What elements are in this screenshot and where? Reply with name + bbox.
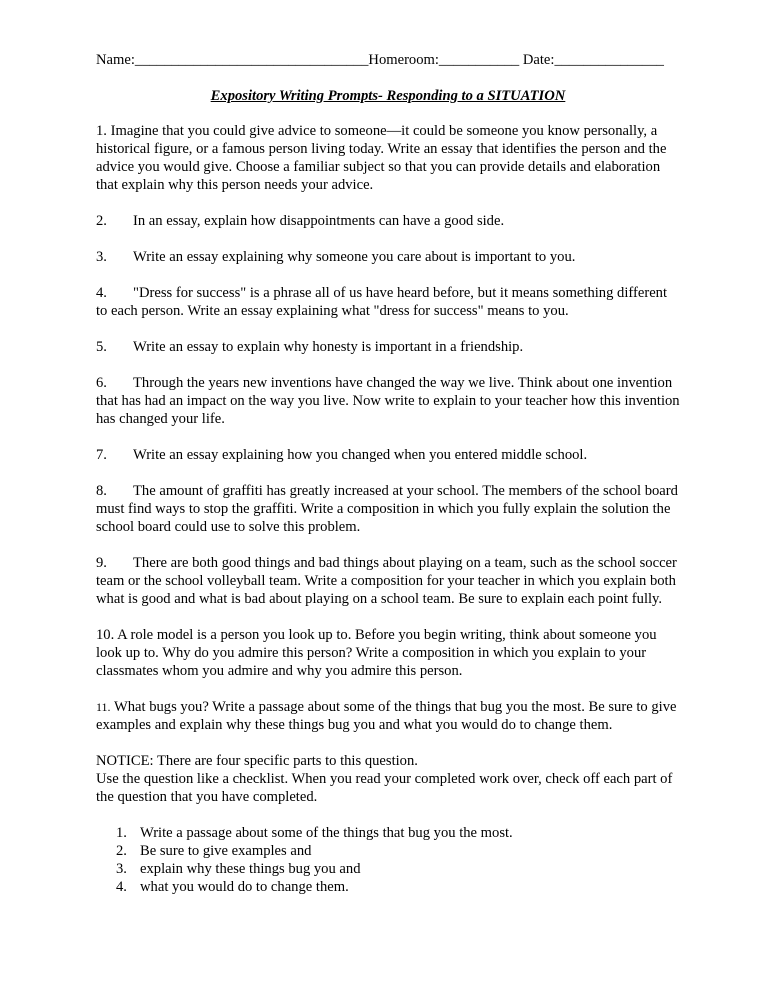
- checklist-item: 4. what you would do to change them.: [116, 879, 349, 895]
- date-field[interactable]: Date:_______________: [522, 52, 664, 68]
- checklist-item: 1. Write a passage about some of the things that bug you the most.: [116, 825, 513, 841]
- worksheet-page: [96, 51, 680, 896]
- checklist-item: 2. Be sure to give examples and: [116, 843, 312, 859]
- checklist-item: 3. explain why these things bug you and: [116, 861, 361, 877]
- prompt-2: 2. In an essay, explain how disappointments can have a good side.: [96, 213, 505, 229]
- notice: NOTICE: There are four specific parts to this question. Use the question like a checklist. When you read your completed work over, check off each part of the question that you have completed.: [96, 753, 673, 805]
- checklist: [96, 824, 680, 896]
- prompt-6: 6. Through the years new inventions have changed the way we live. Think about one invention that has had an impact on the way you live. Now write to explain to your teacher how this invention has changed your life.: [96, 375, 680, 427]
- prompt-11: 11. What bugs you? Write a passage about some of the things that bug you the most. Be sure to give examples and explain why these things bug you and what you would do to change them.: [96, 699, 677, 733]
- prompt-4: 4. "Dress for success" is a phrase all of us have heard before, but it means something different to each person. Write an essay explaining what "dress for success" means to you.: [96, 285, 668, 319]
- prompt-8: 8. The amount of graffiti has greatly increased at your school. The members of the school board must find ways to stop the graffiti. Write a composition in which you fully explain the solution the school board could use to solve this problem.: [96, 483, 678, 535]
- prompt-9: 9. There are both good things and bad things about playing on a team, such as the school soccer team or the school volleyball team. Write a composition for your teacher in which you explain both what is good and what is bad about playing on a school team. Be sure to explain each point fully.: [96, 555, 677, 607]
- prompt-7: 7. Write an essay explaining how you changed when you entered middle school.: [96, 447, 588, 463]
- name-field[interactable]: Name:________________________________: [96, 52, 369, 68]
- prompt-3: 3. Write an essay explaining why someone you care about is important to you.: [96, 249, 576, 265]
- prompt-5: 5. Write an essay to explain why honesty is important in a friendship.: [96, 339, 524, 355]
- page-title: Expository Writing Prompts- Responding to a SITUATION: [210, 88, 566, 104]
- homeroom-field[interactable]: Homeroom:___________: [368, 52, 520, 68]
- prompt-1: 1. Imagine that you could give advice to someone—it could be someone you know personally, a historical figure, or a famous person living today. Write an essay that identifies the person and the advice you would give. Choose a familiar subject so that you can provide details and elaboration that explain why this person needs your advice.: [96, 123, 667, 193]
- student-info-header: [96, 51, 680, 69]
- prompt-10: 10. A role model is a person you look up to. Before you begin writing, think about someone you look up to. Why do you admire this person? Write a composition in which you explain to your classmates whom you admire and why you admire this person.: [96, 627, 657, 679]
